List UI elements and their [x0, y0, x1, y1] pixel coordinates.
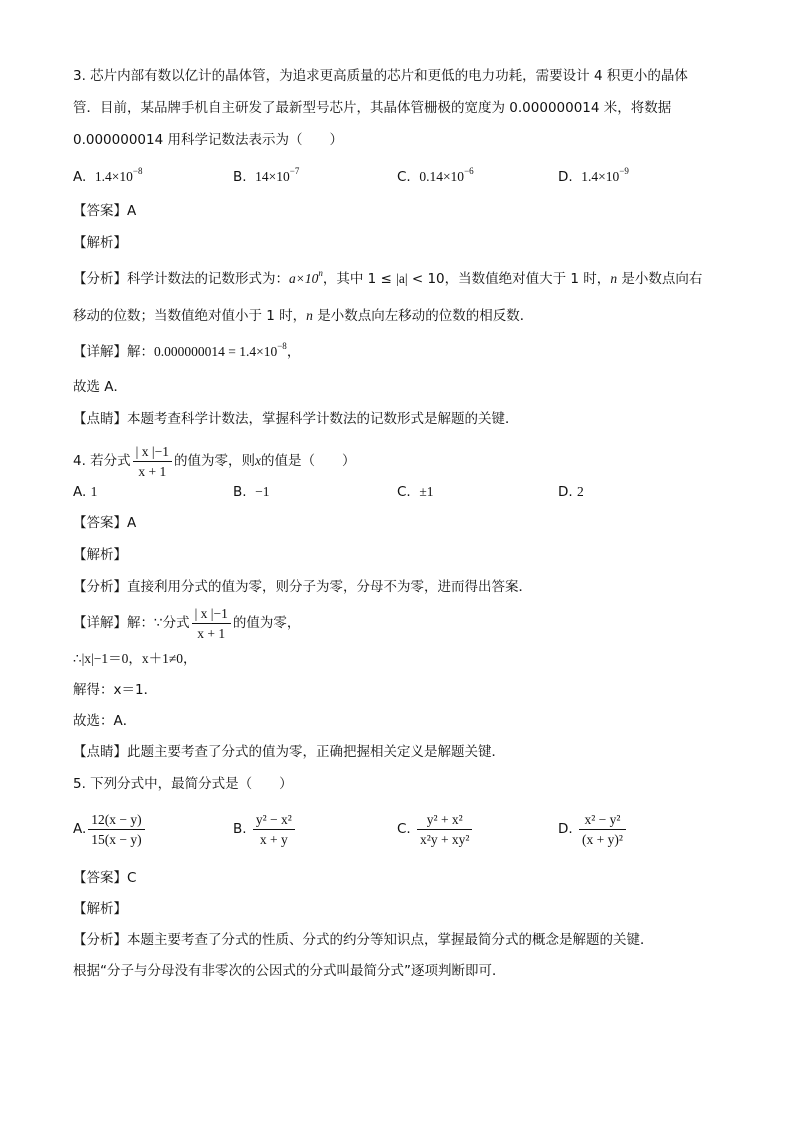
q4-step1: ∴|x|−1＝0，x＋1≠0， — [73, 651, 197, 666]
q3-option-c: C. $0.14\times 10^{-6}$ — [397, 166, 474, 185]
q5-option-c: C. $\frac{\text{y² + x²}}{\text{x²y + xy²}}$ — [397, 808, 474, 850]
q3-analysis-line1: 【分析】科学计数法的记数形式为：$a\times 10^n$，其中 1 ≤ |a| < 10，当数值绝对值大于 1 时，n 是小数点向右 — [73, 268, 703, 287]
q4-answer: 【答案】A — [73, 515, 137, 531]
q4-detail-fraction: $\frac{| x |-1}{x + 1}$ — [192, 605, 231, 642]
q4-jiexi-tag: 【解析】 — [73, 547, 127, 563]
q4-choice: 故选：A． — [73, 713, 137, 729]
q3-comment: 【点睛】本题考查科学计数法，掌握科学计数法的记数形式是解题的关键． — [73, 411, 519, 427]
q3-answer: 【答案】A — [73, 203, 137, 219]
q3-choice: 故选 A． — [73, 379, 128, 395]
q3-stem-line3: 0.000000014 用科学记数法表示为（ ） — [73, 132, 343, 148]
q5-basis: 根据“分子与分母没有非零次的公因式的分式叫最简分式”逐项判断即可． — [73, 963, 506, 979]
q4-analysis: 【分析】直接利用分式的值为零，则分子为零，分母不为零，进而得出答案． — [73, 579, 532, 595]
q5-stem: 5. 下列分式中，最简分式是（ ） — [73, 776, 293, 792]
q3-option-a: A. $1.4\times 10^{-8}$ — [73, 166, 143, 185]
q3-option-b: B. $14\times 10^{-7}$ — [233, 166, 300, 185]
q4-option-a: A. 1 — [73, 484, 98, 500]
q3-detail: 【详解】解：$0.000000014 = 1.4\times 10^{-8}$， — [73, 341, 301, 360]
q5-jiexi-tag: 【解析】 — [73, 901, 127, 917]
q3-analysis-line2: 移动的位数；当数值绝对值小于 1 时，n 是小数点向左移动的位数的相反数． — [73, 308, 534, 324]
q3-stem-line2: 管．目前，某品牌手机自主研发了最新型号芯片，其晶体管栅极的宽度为 0.000000014 米，将数据 — [73, 100, 672, 116]
q5-option-d: D. $\frac{\text{x² − y²}}{\text{(x + y)²}}$ — [558, 808, 628, 850]
q4-detail: 【详解】解：∵分式 $\frac{| x |-1}{x + 1}$ 的值为零， — [73, 605, 301, 641]
q3-stem-line1: 3. 芯片内部有数以亿计的晶体管，为追求更高质量的芯片和更低的电力功耗，需要设计 4 积更小的晶体 — [73, 68, 688, 84]
q4-option-c: C. ±1 — [397, 484, 434, 500]
q5-analysis: 【分析】本题主要考查了分式的性质、分式的约分等知识点，掌握最简分式的概念是解题的关键． — [73, 932, 654, 948]
q4-step2: 解得：x＝1． — [73, 682, 158, 698]
q4-option-d: D. 2 — [558, 484, 584, 500]
q3-option-d: D. $1.4\times 10^{-9}$ — [558, 166, 629, 185]
q5-option-b: B. $\frac{\text{y² − x²}}{x + y}$ — [233, 808, 297, 850]
q5-answer: 【答案】C — [73, 870, 137, 886]
q4-fraction: $\frac{| x |-1}{x + 1}$ — [133, 443, 172, 480]
q3-jiexi-tag: 【解析】 — [73, 235, 127, 251]
q4-comment: 【点睛】此题主要考查了分式的值为零，正确把握相关定义是解题关键． — [73, 744, 505, 760]
q4-stem: 4. 若分式 $\frac{| x |-1}{x + 1}$ 的值为零，则x的值是（ ） — [73, 443, 356, 479]
q5-option-a: A. $\frac{12(x - y)}{15(x - y)}$ — [73, 808, 147, 850]
q4-option-b: B. −1 — [233, 484, 270, 500]
